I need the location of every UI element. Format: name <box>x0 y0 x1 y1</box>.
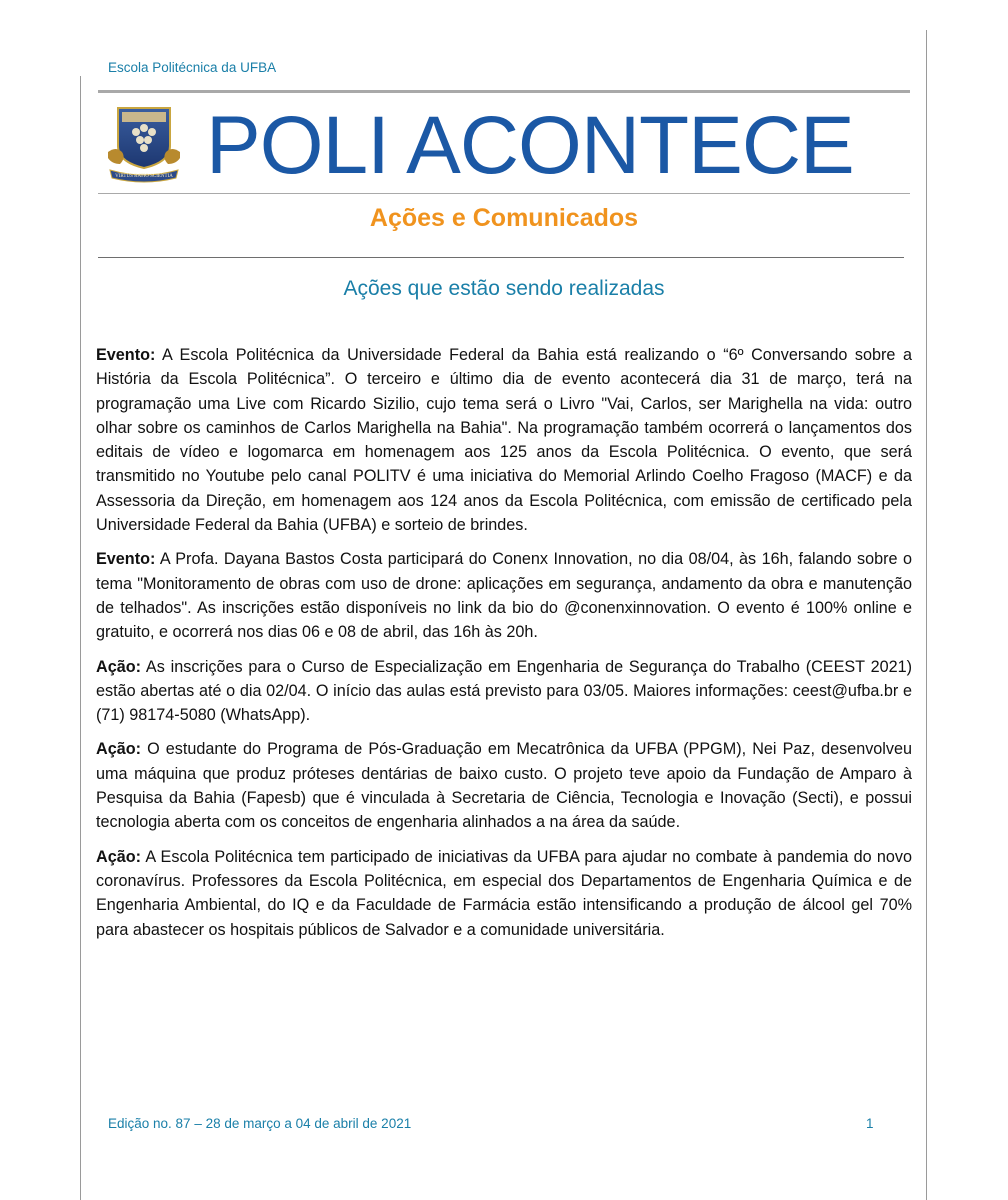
news-item-text: A Escola Politécnica tem participado de iniciativas da UFBA para ajudar no combate à pandemia do novo coronavírus. Professores da Escola Politécnica, em especial dos Departamentos de Engenharia Química e de Engenharia Ambiental, do IQ e da Faculdade de Farmácia estão intensificando a produção de álcool gel 70% para abastecer os hospitais públicos de Salvador e a comunidade universitária. <box>96 847 912 939</box>
news-item-text: As inscrições para o Curso de Especialização em Engenharia de Segurança do Trabalho (CEEST 2021) estão abertas até o dia 02/04. O início das aulas está previsto para 03/05. Maiores informações: ceest@ufba.br e (71) 98174-5080 (WhatsApp). <box>96 657 912 725</box>
news-item-label: Ação: <box>96 847 141 866</box>
footer-page-number: 1 <box>866 1116 874 1131</box>
header-rule-top <box>98 90 910 93</box>
news-item-text: A Escola Politécnica da Universidade Federal da Bahia está realizando o “6º Conversando sobre a História da Escola Politécnica”. O terceiro e último dia de evento acontecerá dia 31 de março, terá na programação uma Live com Ricardo Sizilio, cujo tema será o Livro "Vai, Carlos, ser Marighella na vida: outro olhar sobre os caminhos de Carlos Marighella na Bahia". Na programação também ocorrerá o lançamentos dos editais de vídeo e logomarca em homenagem aos 125 anos da Escola Politécnica. O evento, que será transmitido no Youtube pelo canal POLITV é uma iniciativa do Memorial Arlindo Coelho Fragoso (MACF) e da Assessoria da Direção, em homenagem aos 124 anos da Escola Politécnica, com emissão de certificado pela Universidade Federal da Bahia (UFBA) e sorteio de brindes. <box>96 346 912 535</box>
news-item-label: Ação: <box>96 740 141 759</box>
footer-edition: Edição no. 87 – 28 de março a 04 de abril de 2021 <box>108 1116 412 1131</box>
news-item-text: A Profa. Dayana Bastos Costa participará do Conenx Innovation, no dia 08/04, às 16h, falando sobre o tema "Monitoramento de obras com uso de drone: aplicações em segurança, andamento da obra e manutenção de telhados". As inscrições estão disponíveis no link da bio do @conenxinnovation. O evento é 100% online e gratuito, e ocorrerá nos dias 06 e 08 de abril, das 16h às 20h. <box>96 550 912 642</box>
news-item <box>96 845 912 942</box>
news-item <box>96 547 912 644</box>
subtitle-rule <box>98 257 904 258</box>
logo-motto: VIRTUS RATIO SCIENTIA <box>115 174 173 179</box>
news-item-label: Evento: <box>96 550 156 569</box>
header-rule-mid <box>98 193 910 194</box>
subtitle: Ações e Comunicados <box>369 204 639 232</box>
news-item-text: O estudante do Programa de Pós-Graduação em Mecatrônica da UFBA (PPGM), Nei Paz, desenvolveu uma máquina que produz próteses dentárias de baixo custo. O projeto teve apoio da Fundação de Amparo à Pesquisa da Bahia (Fapesb) que é vinculada à Secretaria de Ciência, Tecnologia e Inovação (Secti), e possui tecnologia aberta com os conceitos de engenharia alinhados a na área da saúde. <box>96 740 912 832</box>
news-item <box>96 737 912 834</box>
news-item-label: Ação: <box>96 657 141 676</box>
school-name: Escola Politécnica da UFBA <box>108 60 277 75</box>
news-item <box>96 343 912 537</box>
ufba-crest-logo <box>106 102 182 184</box>
masthead-title: POLI ACONTECE <box>206 100 854 191</box>
news-item-label: Evento: <box>96 346 156 364</box>
news-item <box>96 655 912 728</box>
news-list <box>96 343 912 952</box>
page-frame-left <box>80 76 81 1200</box>
section-title: Ações que estão sendo realizadas <box>343 277 665 300</box>
